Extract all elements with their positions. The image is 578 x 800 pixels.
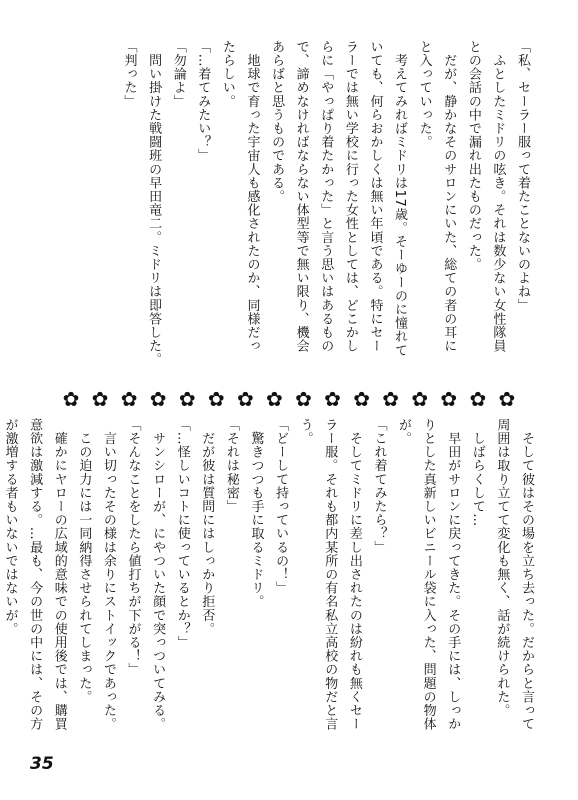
flower-ornament-icon: ✿ <box>440 387 458 411</box>
text-line: サンシローが、にやついた顔で突っついてみる。 <box>150 418 166 731</box>
flower-ornament-icon: ✿ <box>266 387 283 411</box>
text-line: 「そんなことをしたら値打ちが下がる！」 <box>125 418 141 677</box>
text-line: が。 <box>396 418 412 446</box>
page-number: 35 <box>30 754 54 774</box>
flower-ornament-icon: ✿ <box>498 387 516 411</box>
text-line: そして彼はその場を立ち去った。だからと言って <box>519 418 534 731</box>
text-line: 意欲は激減する。…最も、今の世の中には、その方 <box>27 418 43 731</box>
flower-ornament-icon: ✿ <box>353 387 370 411</box>
upper-text-block <box>74 40 534 375</box>
text-line: との会話の中で漏れ出たものだった。 <box>465 40 481 272</box>
text-line: 言い切ったその様は余りにストイックであった。 <box>100 418 116 731</box>
flower-ornament-icon: ✿ <box>411 387 429 411</box>
text-line: で、諦めなければならない体型等で無い限り、機会 <box>293 40 309 353</box>
flower-ornament-icon: ✿ <box>324 387 341 411</box>
text-line: ラーでは無い学校に行った女性としては、どこかし <box>342 40 358 353</box>
text-line: たらしい。 <box>219 40 235 108</box>
flower-ornament-icon: ✿ <box>91 387 109 411</box>
text-line: 早田がサロンに戻ってきた。その手には、しっか <box>445 418 461 731</box>
text-line: 「判った」 <box>121 40 137 108</box>
text-line: だが彼は質問にはしっかり拒否。 <box>199 418 215 636</box>
text-line: ふとしたミドリの呟き。それは数少ない女性隊員 <box>490 40 506 353</box>
text-line: りとした真新しいビニール袋に入った、問題の物体 <box>420 418 436 731</box>
text-line: 周囲は取り立てて変化も無く、話が続けられた。 <box>494 418 510 718</box>
text-line: が激増する者もいないではないが。 <box>2 418 18 636</box>
flower-ornament-icon: ✿ <box>62 387 80 411</box>
flower-ornament-icon: ✿ <box>149 387 167 411</box>
flower-ornament-icon: ✿ <box>178 387 196 411</box>
text-line: 問い掛けた戦闘班の早田竜二。ミドリは即答した。 <box>146 40 162 367</box>
text-line: 「それは秘密」 <box>223 418 239 514</box>
flower-ornament-icon: ✿ <box>207 387 225 411</box>
text-line: 「どーして持っているの！」 <box>273 418 289 595</box>
text-line: 地球で育った宇宙人も感化されたのか、同様だっ <box>244 40 260 353</box>
text-line: 「これ着てみたら？」 <box>371 418 387 554</box>
text-line: そしてミドリに差し出されたのは紛れも無くセー <box>346 418 362 731</box>
flower-ornament-icon: ✿ <box>120 387 138 411</box>
text-line: と入っていった。 <box>416 40 432 149</box>
text-line: らに「やっぱり着たかった」と言う思いはあるもの <box>318 40 334 353</box>
flower-ornament-icon: ✿ <box>469 387 487 411</box>
text-line: この迫力には一同納得させられてしまった。 <box>76 418 92 704</box>
text-line: ラー服。それも都内某所の有名私立高校の物だと言 <box>322 418 338 731</box>
flower-ornament-icon: ✿ <box>295 387 312 411</box>
text-line: 確かにヤローの広域的意味での使用後では、購買 <box>51 418 67 731</box>
text-line: いても、何らおかしくは無い年頃である。特にセー <box>367 40 383 353</box>
text-line: しばらくして… <box>469 418 485 527</box>
text-line: 「…着てみたい？」 <box>195 40 211 163</box>
text-line: 「私、セーラー服って着たことないのよね」 <box>515 40 530 312</box>
text-line: 「…怪しいコトに使っているとか？」 <box>174 418 190 650</box>
text-line: 驚きつつも手に取るミドリ。 <box>248 418 264 609</box>
text-line: だが、静かなそのサロンにいた、総ての者の耳に <box>441 40 457 353</box>
text-line: 考えてみればミドリは17歳。そーゆーのに憧れて <box>392 40 408 357</box>
text-line: あらばと思うものである。 <box>269 40 285 204</box>
section-divider <box>60 386 518 412</box>
lower-text-block <box>2 418 538 748</box>
flower-ornament-icon: ✿ <box>236 387 254 411</box>
flower-ornament-icon: ✿ <box>382 387 400 411</box>
text-line: う。 <box>297 418 313 446</box>
text-line: 「勿論よ」 <box>170 40 186 108</box>
